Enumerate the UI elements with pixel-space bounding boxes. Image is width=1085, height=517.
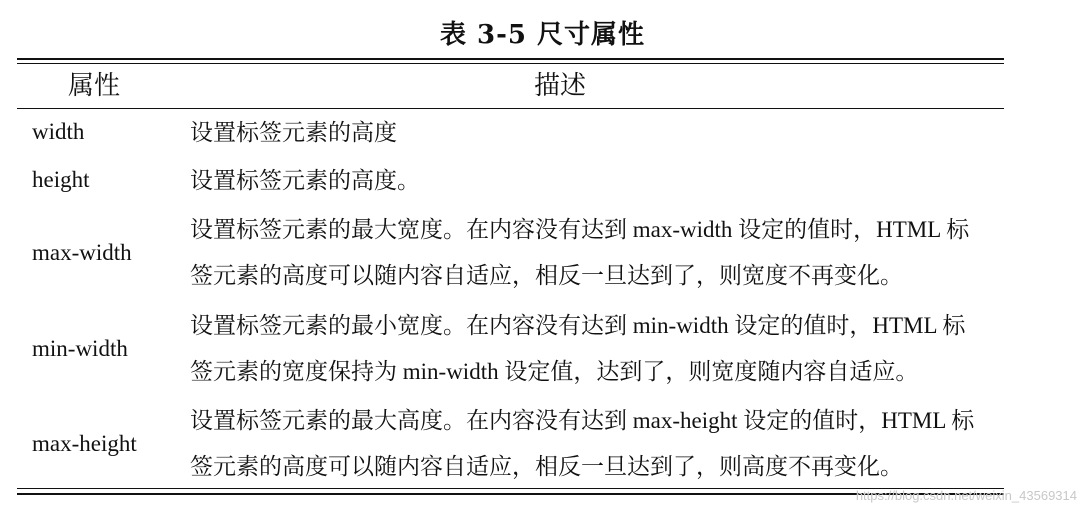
header-description: 描述 bbox=[533, 71, 586, 101]
row-description-max-height bbox=[190, 398, 1010, 490]
row-description-height bbox=[190, 158, 1010, 204]
row-property-max-width: max-width bbox=[32, 240, 132, 265]
description-line: 设置标签元素的高度 bbox=[190, 120, 397, 145]
table-caption: 表 3-5 尺寸属性 bbox=[439, 20, 646, 50]
row-property-max-height: max-height bbox=[32, 431, 137, 456]
description-line: 设置标签元素的最大宽度。在内容没有达到 max-width 设定的值时，HTML 标 bbox=[190, 217, 970, 242]
description-line: 设置标签元素的高度。 bbox=[190, 168, 420, 193]
description-line: 签元素的高度可以随内容自适应，相反一旦达到了，则高度不再变化。 bbox=[190, 454, 903, 479]
description-line: 签元素的宽度保持为 min-width 设定值，达到了，则宽度随内容自适应。 bbox=[190, 359, 919, 384]
description-line: 设置标签元素的最小宽度。在内容没有达到 min-width 设定的值时，HTML 标 bbox=[190, 313, 966, 338]
header-property: 属性 bbox=[68, 71, 121, 101]
row-description-min-width bbox=[190, 303, 1010, 395]
top-rule-thin bbox=[17, 63, 1004, 64]
description-line: 签元素的高度可以随内容自适应，相反一旦达到了，则宽度不再变化。 bbox=[190, 263, 903, 288]
top-rule-thick bbox=[17, 58, 1004, 60]
description-line: 设置标签元素的最大高度。在内容没有达到 max-height 设定的值时，HTML 标 bbox=[190, 408, 975, 433]
header-rule bbox=[17, 108, 1004, 109]
row-description-max-width bbox=[190, 207, 1010, 299]
row-description-width bbox=[190, 110, 1010, 156]
row-property-width: width bbox=[32, 119, 85, 144]
row-property-min-width: min-width bbox=[32, 336, 128, 361]
watermark: https://blog.csdn.net/weixin_43569314 bbox=[855, 488, 1077, 503]
row-property-height: height bbox=[32, 167, 90, 192]
